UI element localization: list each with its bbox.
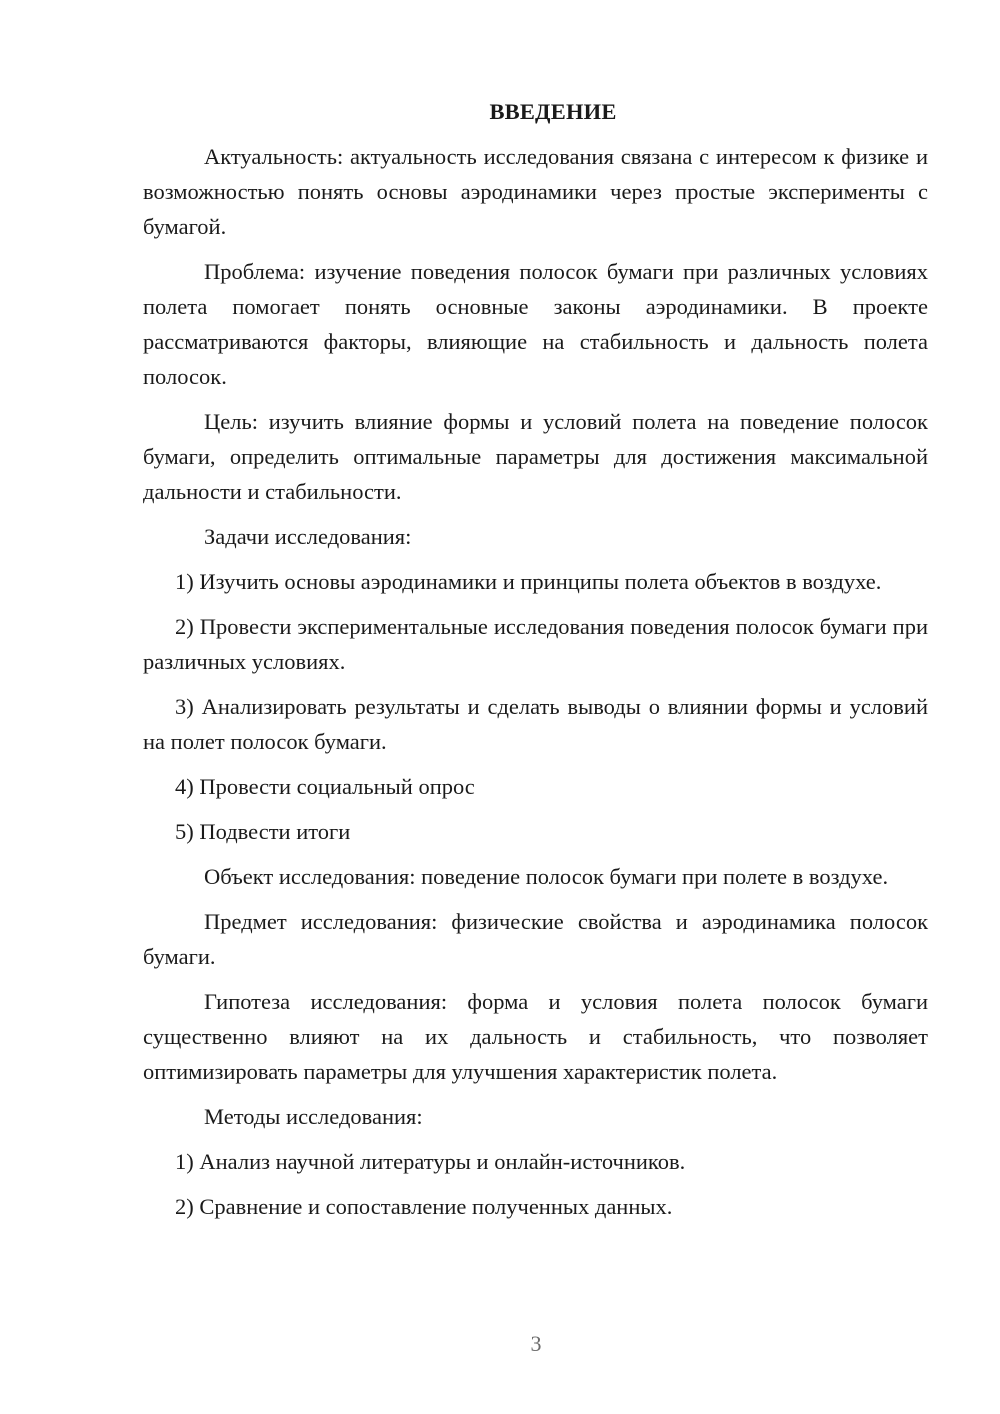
paragraph-problem: Проблема: изучение поведения полосок бумаги при различных условиях полета помогает понять основные законы аэродинамики. В проекте рассматриваются факторы, влияющие на стабильность и дальность полета полосок. xyxy=(143,259,928,389)
paragraph-goal: Цель: изучить влияние формы и условий полета на поведение полосок бумаги, определить оптимальные параметры для достижения максимальной дальности и стабильности. xyxy=(143,409,928,504)
section-title: ВВЕДЕНИЕ xyxy=(489,99,617,124)
paragraph-relevance: Актуальность: актуальность исследования связана с интересом к физике и возможностью понять основы аэродинамики через простые эксперименты с бумагой. xyxy=(143,144,928,239)
page-number: 3 xyxy=(530,1331,542,1356)
method-item-2: 2) Сравнение и сопоставление полученных данных. xyxy=(175,1194,673,1219)
paragraph-tasks-heading: Задачи исследования: xyxy=(204,524,412,549)
task-item-3: 3) Анализировать результаты и сделать выводы о влиянии формы и условий на полет полосок бумаги. xyxy=(143,694,928,754)
method-item-1: 1) Анализ научной литературы и онлайн-источников. xyxy=(175,1149,686,1174)
task-item-1: 1) Изучить основы аэродинамики и принципы полета объектов в воздухе. xyxy=(175,569,882,594)
task-item-4: 4) Провести социальный опрос xyxy=(175,774,475,799)
task-item-5: 5) Подвести итоги xyxy=(175,819,351,844)
paragraph-object: Объект исследования: поведение полосок бумаги при полете в воздухе. xyxy=(204,864,889,889)
task-item-2: 2) Провести экспериментальные исследования поведения полосок бумаги при различных условиях. xyxy=(143,614,928,674)
paragraph-methods-heading: Методы исследования: xyxy=(204,1104,423,1129)
paragraph-hypothesis: Гипотеза исследования: форма и условия полета полосок бумаги существенно влияют на их дальность и стабильность, что позволяет оптимизировать параметры для улучшения характеристик полета. xyxy=(143,989,928,1084)
paragraph-subject: Предмет исследования: физические свойства и аэродинамика полосок бумаги. xyxy=(143,909,928,969)
page-content xyxy=(143,94,928,1234)
